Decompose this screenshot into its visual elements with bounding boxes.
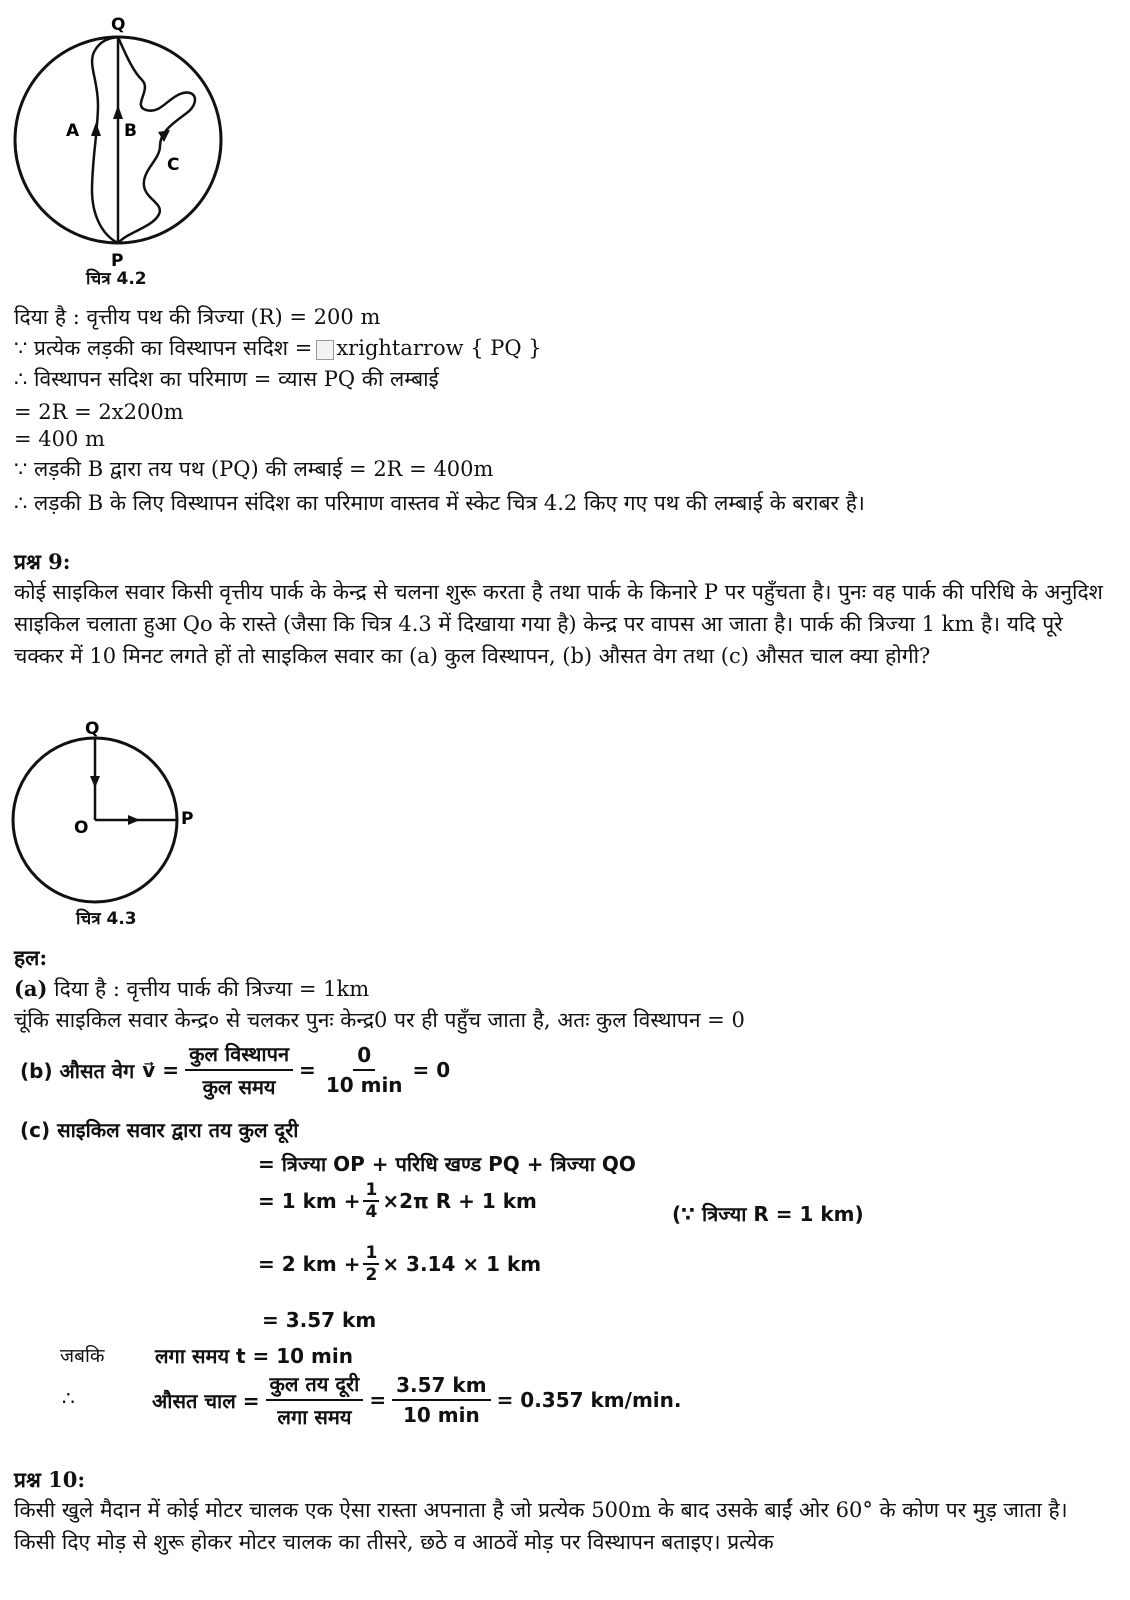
- given-line-4: = 2R = 2x200m: [14, 400, 184, 424]
- fraction-numerator: 1: [365, 1180, 378, 1200]
- given-line-1: दिया है : वृत्तीय पथ की त्रिज्या (R) = 200 m: [14, 305, 381, 329]
- part-c-line2: [258, 1180, 537, 1222]
- part-c-line2-a: = 1 km +: [258, 1189, 361, 1213]
- part-c-line3-b: × 3.14 × 1 km: [382, 1252, 542, 1276]
- part-c-label: (c) साइकिल सवार द्वारा तय कुल दूरी: [20, 1118, 299, 1142]
- figure-4-3-caption: चित्र 4.3: [76, 909, 137, 929]
- given-line-2-vector: xrightarrow { PQ }: [336, 336, 542, 360]
- part-c-line4: = 3.57 km: [262, 1308, 377, 1332]
- fraction-numerator: कुल तय दूरी: [266, 1370, 364, 1401]
- label-A: A: [66, 121, 80, 141]
- solution-b: [20, 1040, 450, 1100]
- part-b-label: (b) औसत वेग: [20, 1058, 135, 1083]
- figure-4-3: [10, 716, 210, 916]
- part-c-line3-a: = 2 km +: [258, 1252, 361, 1276]
- average-speed-equation: [152, 1370, 681, 1430]
- equals-sign: =: [299, 1058, 316, 1082]
- fraction-denominator: 10 min: [402, 1403, 480, 1427]
- label-P: P: [111, 251, 124, 271]
- part-c-line3: [258, 1243, 541, 1285]
- part-a-label: (a): [14, 976, 48, 1001]
- fraction-denominator: 4: [365, 1202, 378, 1222]
- velocity-symbol: v⃗ =: [142, 1058, 180, 1082]
- broken-image-icon: [316, 340, 334, 360]
- given-line-5: = 400 m: [14, 427, 105, 451]
- given-line-2: [14, 333, 542, 363]
- q10-text: किसी खुले मैदान में कोई मोटर चालक एक ऐसा रास्ता अपनाता है जो प्रत्येक 500m के बाद उसके बाईं ओर 60° के कोण पर मुड़ जाता है। किसी दिए मोड़ से शुरू होकर मोटर चालक का तीसरे, छठे व आठवें मोड़ पर विस्थापन बताइए। प्रत्येक: [14, 1498, 1068, 1554]
- fraction-denominator: 10 min: [325, 1073, 403, 1097]
- label-Q: Q: [85, 719, 100, 739]
- figure-4-2-caption: चित्र 4.2: [86, 269, 147, 289]
- whereas-word: जबकि: [60, 1345, 105, 1367]
- speed-label: औसत चाल =: [152, 1388, 260, 1413]
- fraction-numerator: 0: [353, 1043, 375, 1071]
- q9-text: कोई साइकिल सवार किसी वृत्तीय पार्क के केन्द्र से चलना शुरू करता है तथा पार्क के किनारे P पर पहुँचता है। पुनः वह पार्क की परिधि के अनुदिश साइकिल चलाता हुआ Qo के रास्ते (जैसा कि चित्र 4.3 में दिखाया गया है) केन्द्र पर वापस आ जाता है। पार्क की त्रिज्या 1 km है। यदि पूरे चक्कर में 10 मिनट लगते हों तो साइकिल सवार का (a) कुल विस्थापन, (b) औसत वेग तथा (c) औसत चाल क्या होगी?: [14, 580, 1103, 668]
- fraction-numerator: 3.57 km: [392, 1373, 490, 1401]
- part-b-result: = 0: [412, 1058, 451, 1082]
- fraction-half: [363, 1243, 379, 1285]
- label-Q: Q: [111, 15, 126, 35]
- solution-heading: हल:: [14, 945, 48, 970]
- q10-heading: प्रश्न 10:: [14, 1467, 86, 1492]
- label-C: C: [167, 155, 180, 175]
- equals-sign: =: [369, 1388, 387, 1412]
- part-a-text: दिया है : वृत्तीय पार्क की त्रिज्या = 1km: [54, 977, 370, 1001]
- fraction-denominator: लगा समय: [277, 1405, 352, 1429]
- fraction-distance-time: [266, 1370, 364, 1430]
- given-line-6: ∵ लड़की B द्वारा तय पथ (PQ) की लम्बाई = 2R = 400m: [14, 457, 494, 481]
- therefore-symbol: ∴: [62, 1386, 75, 1410]
- solution-a-line2: चूंकि साइकिल सवार केन्द्र० से चलकर पुनः केन्द्र0 पर ही पहुँच जाता है, अतः कुल विस्थापन = 0: [14, 1008, 745, 1032]
- given-line-7: ∴ लड़की B के लिए विस्थापन संदिश का परिमाण वास्तव में स्केट चित्र 4.2 किए गए पथ की लम्बाई के बराबर है।: [14, 491, 865, 515]
- fraction-denominator: 2: [365, 1265, 378, 1285]
- given-line-3: ∴ विस्थापन सदिश का परिमाण = व्यास PQ की लम्बाई: [14, 367, 439, 391]
- solution-a: [14, 974, 369, 1004]
- fraction-value: [392, 1373, 490, 1427]
- radius-note: (∵ त्रिज्या R = 1 km): [672, 1202, 864, 1226]
- label-B: B: [124, 121, 137, 141]
- fraction-numerator: कुल विस्थापन: [185, 1040, 293, 1071]
- speed-result: = 0.357 km/min.: [496, 1388, 682, 1412]
- label-O: O: [74, 818, 89, 838]
- fraction-numerator: 1: [365, 1243, 378, 1263]
- given-line-2-prefix: ∵ प्रत्येक लड़की का विस्थापन सदिश =: [14, 336, 313, 360]
- fraction-displacement-time: [185, 1040, 293, 1100]
- fraction-denominator: कुल समय: [202, 1075, 276, 1099]
- fraction-zero-time: [322, 1043, 407, 1097]
- fraction-quarter: [363, 1180, 379, 1222]
- label-P: P: [181, 809, 194, 829]
- figure-4-2: [10, 10, 240, 280]
- q9-heading: प्रश्न 9:: [14, 549, 71, 574]
- part-c-line2-b: ×2π R + 1 km: [382, 1189, 537, 1213]
- part-c-line1: = त्रिज्या OP + परिधि खण्ड PQ + त्रिज्या QO: [258, 1152, 636, 1176]
- time-taken: लगा समय t = 10 min: [155, 1344, 353, 1368]
